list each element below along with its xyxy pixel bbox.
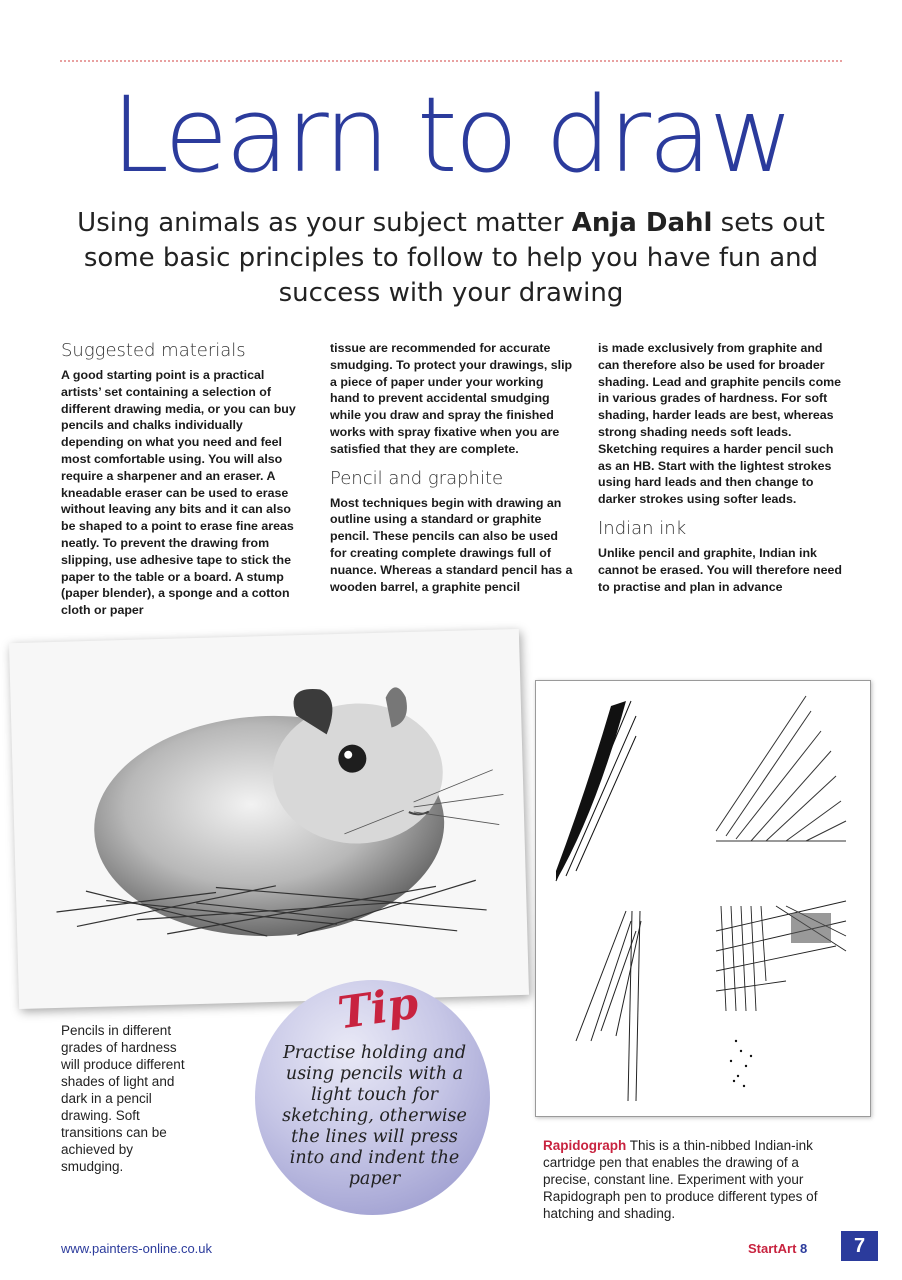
paragraph-ink: Unlike pencil and graphite, Indian ink cannot be erased. You will therefore need to practise and plan in advance bbox=[598, 545, 842, 594]
rapidograph-samples bbox=[535, 680, 871, 1117]
standfirst-before: Using animals as your subject matter bbox=[77, 208, 572, 238]
paragraph-materials: A good starting point is a practical artists’ set containing a selection of different drawing media, or you can buy pencils and chalks individually depending on what you need and feel most comfortable using. You will also require a sharpener and an eraser. A kneadable eraser can be used to erase without leaving any bits and it can also be shaped to a point to erase fine areas neatly. To prevent the drawing from slipping, use adhesive tape to stick the paper to the table or a board. A stump (paper blender), a sponge and a cotton cloth or paper bbox=[61, 368, 296, 618]
tip-text: Practise holding and using pencils with a light touch for sketching, otherwise the lines will press into and indent the paper bbox=[282, 1043, 467, 1189]
guinea-pig-illustration bbox=[9, 629, 529, 1009]
caption-rapidograph-title: Rapidograph bbox=[543, 1138, 627, 1153]
author-name: Anja Dahl bbox=[571, 208, 713, 238]
heading-pencil-graphite: Pencil and graphite bbox=[330, 467, 504, 489]
page-title: Learn to draw bbox=[111, 74, 791, 196]
hatching-illustration bbox=[536, 681, 872, 1118]
paragraph-pencil: Most techniques begin with drawing an outline using a standard or graphite pencil. These pencils can also be used for creating complete drawings full of nuance. Whereas a standard pencil has a wooden barrel, a graphite pencil bbox=[330, 495, 573, 594]
column-1 bbox=[61, 340, 306, 629]
paragraph-materials-cont: tissue are recommended for accurate smudging. To protect your drawings, slip a piece of paper under your working hand to prevent accidental smudging while you draw and spray the finished works with spray fixative when you are satisfied that they are complete. bbox=[330, 341, 573, 456]
guinea-pig-drawing bbox=[9, 629, 529, 1009]
footer-mag-num: 8 bbox=[800, 1241, 808, 1256]
heading-suggested-materials: Suggested materials bbox=[61, 340, 246, 361]
footer-mag-art: Art bbox=[777, 1241, 797, 1256]
caption-rapidograph bbox=[543, 1137, 843, 1222]
column-3 bbox=[598, 340, 843, 605]
column-2 bbox=[330, 340, 575, 605]
standfirst bbox=[70, 206, 832, 311]
footer-magazine bbox=[748, 1241, 807, 1256]
caption-rapidograph-text: This is a thin-nibbed Indian-ink cartridge pen that enables the drawing of a precise, constant line. Experiment with your Rapidograph pen to produce different types of hatching and shading. bbox=[543, 1138, 818, 1221]
heading-indian-ink: Indian ink bbox=[598, 517, 687, 539]
tip-label: Tip bbox=[334, 977, 422, 1040]
footer-mag-start: Start bbox=[748, 1241, 778, 1256]
top-dotted-rule bbox=[60, 60, 842, 62]
standfirst-after: sets out some basic principles to follow to help you have fun and success with your drawing bbox=[83, 208, 825, 308]
paragraph-pencil-cont: is made exclusively from graphite and can therefore also be used for broader shading. Lead and graphite pencils come in various grades of hardness. For soft shading, harder leads are best, whereas strong shading needs soft leads. Sketching requires a harder pencil such as an HB. Start with the lightest strokes using hard leads and then change to darker strokes using softer leads. bbox=[598, 341, 842, 507]
page-number: 7 bbox=[841, 1231, 878, 1261]
caption-pencils: Pencils in different grades of hardness will produce different shades of light and dark in a pencil drawing. Soft transitions can be achieved by smudging. bbox=[61, 1023, 185, 1174]
footer-url[interactable]: www.painters-online.co.uk bbox=[61, 1241, 213, 1256]
